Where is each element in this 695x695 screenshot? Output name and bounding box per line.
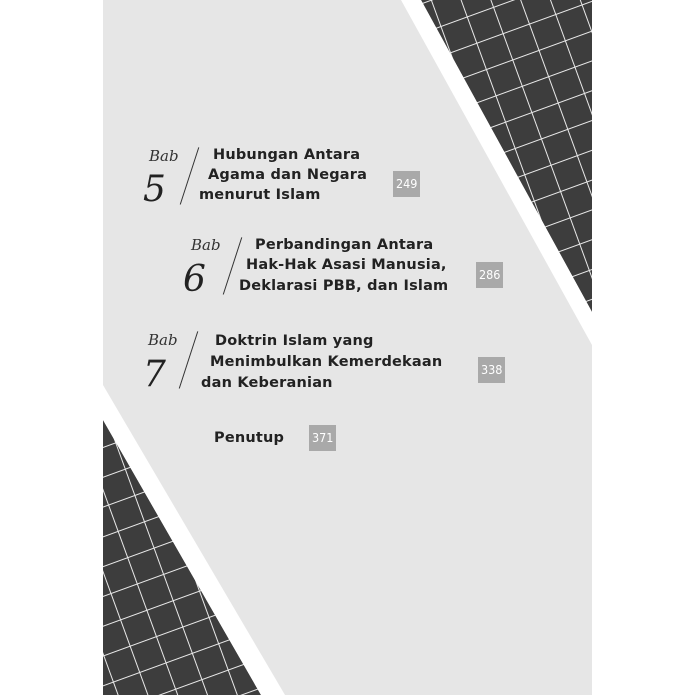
book-page xyxy=(103,0,592,695)
chapter-number: 5 xyxy=(143,169,166,210)
page-number-badge: 338 xyxy=(478,357,505,383)
chapter-title-line: Agama dan Negara xyxy=(208,167,368,183)
page-number-badge: 286 xyxy=(476,262,503,288)
bab-label: Bab xyxy=(148,331,178,349)
page-number-badge: 249 xyxy=(393,171,420,197)
chapter-title-line: Menimbulkan Kemerdekaan xyxy=(210,354,443,370)
chapter-title-line: menurut Islam xyxy=(199,187,321,203)
bab-label: Bab xyxy=(191,236,221,254)
chapter-title-line: dan Keberanian xyxy=(201,375,333,391)
closing-title: Penutup xyxy=(214,430,285,446)
chapter-title-line: Hak-Hak Asasi Manusia, xyxy=(246,257,447,273)
page-number-badge: 371 xyxy=(309,425,336,451)
chapter-title-line: Doktrin Islam yang xyxy=(215,333,374,349)
chapter-title-line: Deklarasi PBB, dan Islam xyxy=(239,278,449,294)
chapter-title-line: Hubungan Antara xyxy=(213,147,361,163)
chapter-number: 7 xyxy=(143,354,166,395)
chapter-number: 6 xyxy=(183,259,206,300)
chapter-title-line: Perbandingan Antara xyxy=(255,237,434,253)
bab-label: Bab xyxy=(149,147,179,165)
